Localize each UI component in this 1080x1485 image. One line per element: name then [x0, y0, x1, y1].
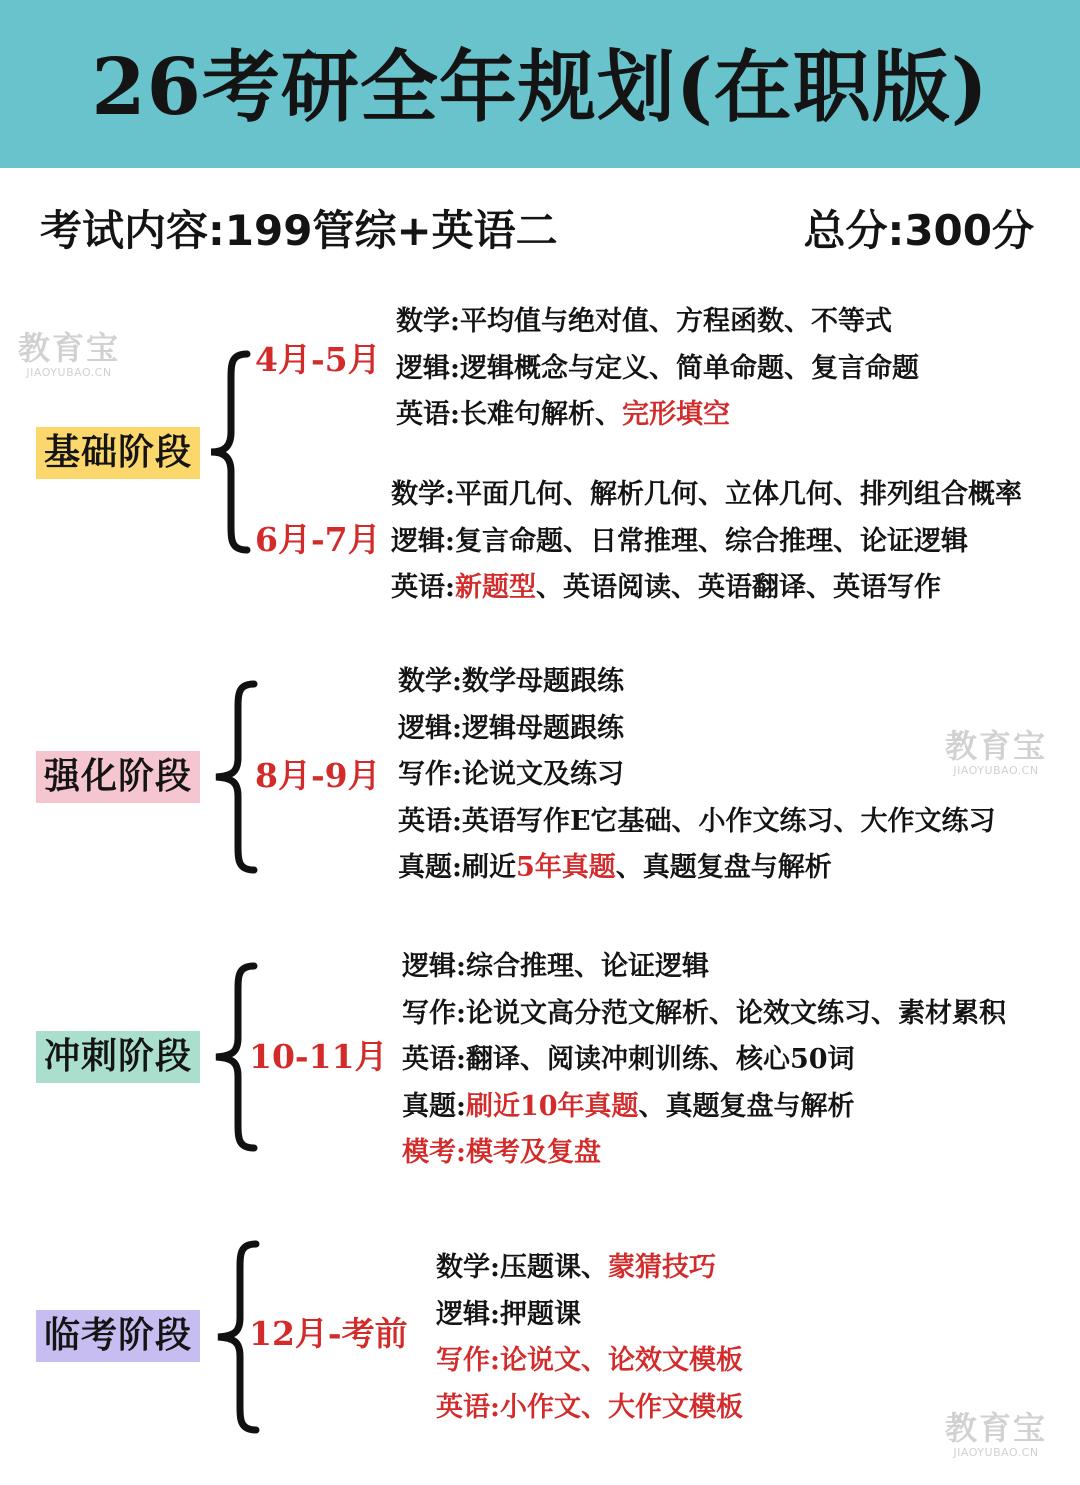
page-title: 26考研全年规划(在职版) — [91, 42, 989, 133]
study-item — [396, 299, 919, 346]
item-text: 逻辑:综合推理、论证逻辑 — [402, 951, 709, 982]
study-item — [398, 659, 996, 706]
item-text: 英语: — [391, 572, 455, 603]
highlight-text: 刷近10年真题 — [465, 1090, 639, 1122]
item-text: 逻辑:复言命题、日常推理、综合推理、论证逻辑 — [391, 525, 968, 557]
header-banner — [0, 0, 1080, 168]
period-items — [402, 944, 1006, 1177]
highlight-text: 模考:模考及复盘 — [402, 1137, 601, 1168]
watermark: 教育宝 JIAOYUBAO.CN — [945, 727, 1048, 777]
period-items — [436, 1245, 743, 1431]
study-item — [398, 799, 996, 846]
study-item — [398, 752, 996, 799]
item-text: 写作:论说文及练习 — [398, 759, 624, 790]
period-label: 10-11月 — [249, 1037, 388, 1076]
study-item — [391, 472, 1022, 519]
study-item — [436, 1292, 743, 1339]
total-score: 总分:300分 — [803, 206, 1034, 255]
highlight-text: 蒙猜技巧 — [607, 1252, 716, 1283]
study-item — [396, 392, 919, 439]
item-text: 数学:平均值与绝对值、方程函数、不等式 — [396, 306, 892, 337]
item-text: 逻辑:押题课 — [436, 1298, 581, 1330]
brace-foundation — [205, 350, 255, 555]
study-item — [396, 346, 919, 393]
study-item — [391, 565, 1022, 612]
study-item — [436, 1338, 743, 1385]
study-item — [398, 845, 996, 892]
item-text: 真题: — [402, 1090, 466, 1122]
period-items — [398, 659, 996, 892]
highlight-text: 5年真题 — [515, 852, 616, 883]
item-text: 数学:平面几何、解析几何、立体几何、排列组合概率 — [391, 479, 1022, 510]
stage-label-final: 临考阶段 — [36, 1310, 200, 1362]
stage-label-sprint: 冲刺阶段 — [36, 1031, 200, 1083]
item-text: 数学:压题课、 — [436, 1252, 608, 1283]
exam-content: 考试内容:199管综+英语二 — [40, 206, 558, 255]
item-text: 逻辑:逻辑母题跟练 — [398, 712, 624, 744]
watermark: 教育宝 JIAOYUBAO.CN — [18, 329, 121, 379]
watermark: 教育宝 JIAOYUBAO.CN — [945, 1409, 1048, 1459]
study-item — [436, 1385, 743, 1432]
period-label: 6月-7月 — [255, 520, 381, 559]
highlight-text: 新题型 — [454, 572, 536, 603]
period-items — [391, 472, 1022, 612]
item-text: 数学:数学母题跟练 — [398, 666, 624, 697]
study-item — [402, 1084, 1006, 1131]
item-text: 真题:刷近 — [398, 852, 516, 883]
item-text: 英语:翻译、阅读冲刺训练、核心50词 — [402, 1044, 855, 1075]
item-text: 、英语阅读、英语翻译、英语写作 — [535, 572, 941, 603]
study-item — [402, 1130, 1006, 1177]
study-item — [402, 1037, 1006, 1084]
highlight-text: 完形填空 — [621, 399, 730, 430]
stage-label-strengthen: 强化阶段 — [36, 751, 200, 803]
brace-strengthen — [210, 680, 260, 875]
study-item — [391, 519, 1022, 566]
period-label: 4月-5月 — [255, 340, 381, 379]
study-item — [402, 991, 1006, 1038]
item-text: 英语:长难句解析、 — [396, 399, 622, 430]
period-items — [396, 299, 919, 439]
item-text: 英语:英语写作E它基础、小作文练习、大作文练习 — [398, 805, 996, 837]
study-item — [402, 944, 1006, 991]
stage-label-foundation: 基础阶段 — [36, 427, 200, 479]
study-item — [436, 1245, 743, 1292]
period-label: 12月-考前 — [249, 1314, 408, 1353]
study-item — [398, 706, 996, 753]
item-text: 、真题复盘与解析 — [638, 1090, 855, 1122]
item-text: 写作:论说文高分范文解析、论效文练习、素材累积 — [402, 997, 1006, 1029]
item-text: 逻辑:逻辑概念与定义、简单命题、复言命题 — [396, 352, 919, 384]
item-text: 、真题复盘与解析 — [615, 852, 832, 883]
period-label: 8月-9月 — [255, 756, 381, 795]
highlight-text: 英语:小作文、大作文模板 — [436, 1391, 743, 1423]
highlight-text: 写作:论说文、论效文模板 — [436, 1345, 743, 1376]
